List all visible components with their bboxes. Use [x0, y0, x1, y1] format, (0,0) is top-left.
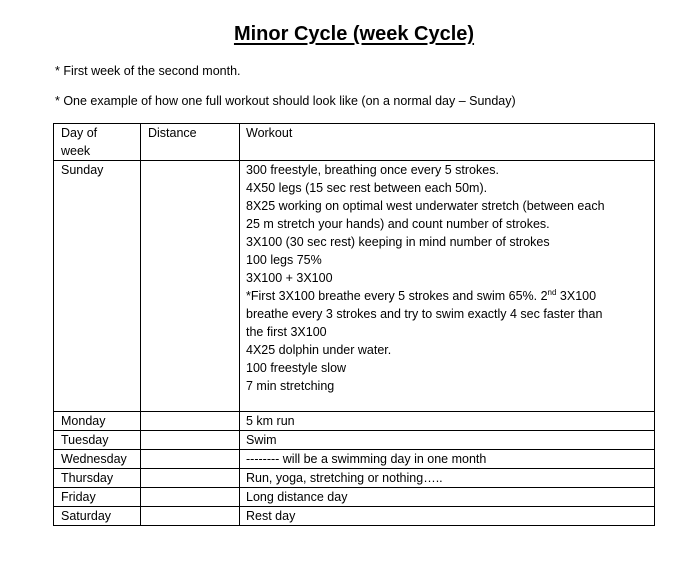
ordinal-superscript: nd	[547, 288, 557, 297]
header-day-line1: Day of	[61, 126, 98, 140]
workout-line: the first 3X100	[246, 325, 327, 339]
distance-cell	[141, 450, 240, 469]
workout-cell: Run, yoga, stretching or nothing…..	[240, 469, 655, 488]
page-title: Minor Cycle (week Cycle)	[233, 23, 475, 45]
workout-line: breathe every 3 strokes and try to swim exactly 4 sec faster than	[246, 307, 603, 321]
workout-line: 100 freestyle slow	[246, 361, 347, 375]
workout-line: 4X50 legs (15 sec rest between each 50m).	[246, 181, 488, 195]
week-cycle-table	[53, 123, 655, 526]
note-example-workout: * One example of how one full workout should look like (on a normal day – Sunday)	[55, 94, 516, 108]
table-row-saturday	[54, 507, 655, 526]
table-row-thursday	[54, 469, 655, 488]
workout-rest-part: 3X100	[556, 289, 597, 303]
workout-line: 3X100 + 3X100	[246, 271, 333, 285]
distance-cell	[141, 431, 240, 450]
day-cell: Thursday	[54, 469, 141, 488]
day-cell: Sunday	[54, 161, 141, 412]
workout-line: 300 freestyle, breathing once every 5 strokes.	[246, 163, 499, 177]
table-header-row	[54, 124, 655, 161]
table-row-monday	[54, 412, 655, 431]
header-day-line2: week	[61, 144, 91, 158]
workout-cell: -------- will be a swimming day in one month	[240, 450, 655, 469]
day-cell: Wednesday	[54, 450, 141, 469]
workout-line: 7 min stretching	[246, 379, 335, 393]
distance-cell	[141, 412, 240, 431]
workout-line: 3X100 (30 sec rest) keeping in mind number of strokes	[246, 235, 550, 249]
distance-cell	[141, 507, 240, 526]
day-cell: Friday	[54, 488, 141, 507]
workout-line: 8X25 working on optimal west underwater stretch (between each	[246, 199, 605, 213]
workout-cell: Swim	[240, 431, 655, 450]
workout-line: 25 m stretch your hands) and count number of strokes.	[246, 217, 550, 231]
workout-cell: 5 km run	[240, 412, 655, 431]
header-day-of-week	[54, 124, 141, 161]
workout-line	[246, 287, 648, 305]
workout-cell-sunday	[240, 161, 655, 412]
distance-cell	[141, 161, 240, 412]
day-cell: Saturday	[54, 507, 141, 526]
workout-line: 4X25 dolphin under water.	[246, 343, 392, 357]
workout-line: 100 legs 75%	[246, 253, 322, 267]
distance-cell	[141, 488, 240, 507]
workout-cell: Long distance day	[240, 488, 655, 507]
header-distance: Distance	[141, 124, 240, 161]
table-row-wednesday	[54, 450, 655, 469]
table-row-tuesday	[54, 431, 655, 450]
table-row-friday	[54, 488, 655, 507]
day-cell: Monday	[54, 412, 141, 431]
workout-cell: Rest day	[240, 507, 655, 526]
table-row-sunday	[54, 161, 655, 412]
day-cell: Tuesday	[54, 431, 141, 450]
distance-cell	[141, 469, 240, 488]
workout-first-part: *First 3X100 breathe every 5 strokes and swim 65%. 2	[246, 289, 548, 303]
header-workout: Workout	[240, 124, 655, 161]
note-first-week: * First week of the second month.	[55, 64, 241, 78]
